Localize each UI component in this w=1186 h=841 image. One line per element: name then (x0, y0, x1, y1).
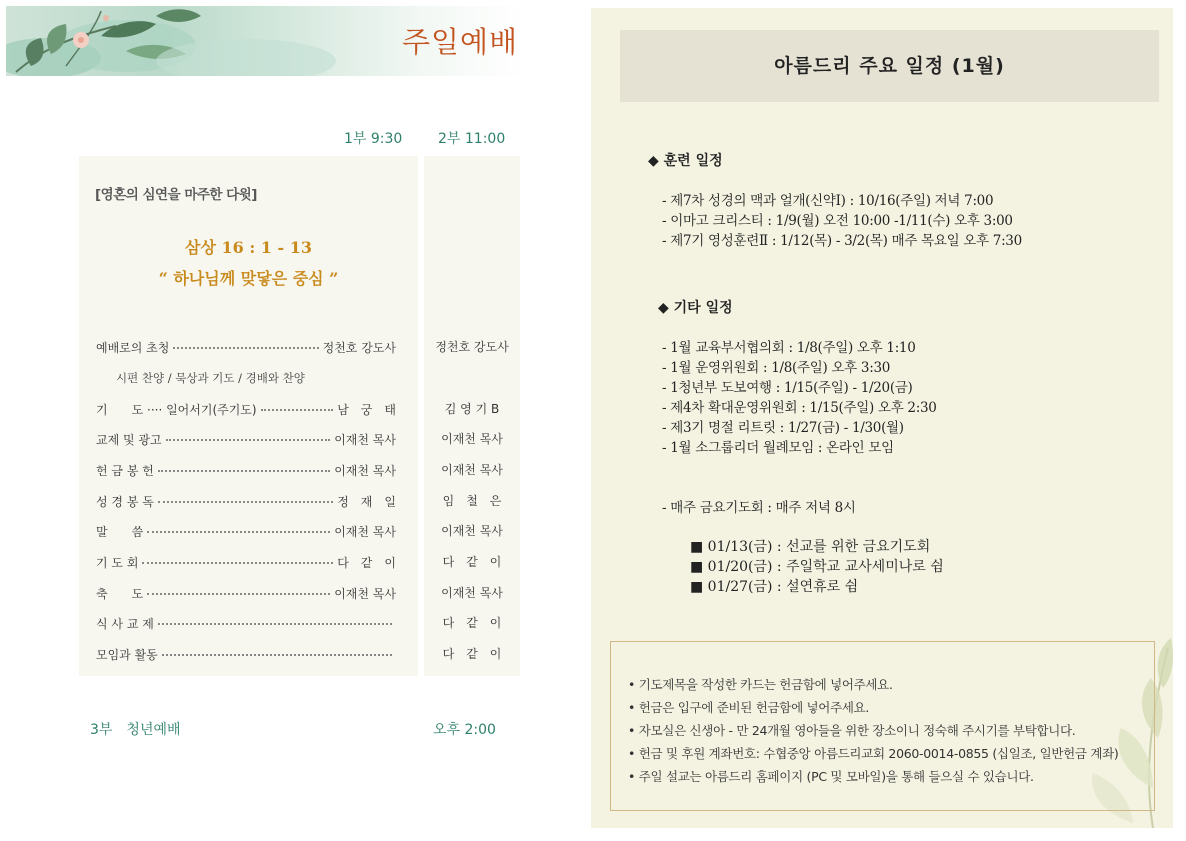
youth-service-time: 오후 2:00 (433, 722, 496, 738)
order-row-second: 김 영 기 B (444, 402, 500, 416)
prayer-item: ■ 01/27(금) : 설연휴로 쉼 (690, 579, 859, 595)
page-title: 주일예배 (402, 25, 519, 59)
notice-item: • 헌금 및 후원 계좌번호: 수협중앙 아름드리교회 2060-0014-0855 (십일조, 일반헌금 계좌) (628, 746, 1119, 761)
training-item: - 제7차 성경의 맥과 얼개(신약Ⅰ) : 10/16(주일) 저녁 7:00 (662, 193, 994, 209)
youth-service-label: 3부 청년예배 (90, 722, 181, 738)
order-row-second: 다 같 이 (442, 555, 502, 569)
other-item: - 1월 교육부서협의회 : 1/8(주일) 오후 1:10 (662, 340, 916, 356)
notice-item: • 주일 설교는 아름드리 홈페이지 (PC 및 모바일)을 통해 들으실 수 있습니다. (628, 769, 1034, 784)
second-service-time: 2부 11:00 (438, 131, 506, 147)
order-row-second: 이재천 목사 (441, 586, 503, 600)
prayer-item: ■ 01/13(금) : 선교를 위한 금요기도회 (690, 539, 931, 555)
prayer-item: ■ 01/20(금) : 주일학교 교사세미나로 쉼 (690, 559, 944, 575)
order-row: 헌 금 봉 헌 이재천 목사 (96, 463, 396, 478)
other-item: - 제3기 명절 리트릿 : 1/27(금) - 1/30(월) (662, 420, 904, 436)
order-row: 말 씀 이재천 목사 (96, 524, 396, 539)
leaf-illustration (6, 6, 336, 76)
order-row-second: 다 같 이 (442, 647, 502, 661)
notice-item: • 기도제목을 작성한 카드는 헌금함에 넣어주세요. (628, 677, 893, 692)
order-row: 축 도 이재천 목사 (96, 586, 396, 601)
order-row: 성 경 봉 독 정 재 일 (96, 494, 396, 509)
sermon-theme: [영혼의 심연을 마주한 다윗] (95, 187, 257, 203)
training-item: - 이마고 크리스티 : 1/9(월) 오전 10:00 -1/11(수) 오후 3:00 (662, 213, 1013, 229)
order-row-second: 이재천 목사 (441, 524, 503, 538)
order-row: 기 도 회 다 같 이 (96, 555, 396, 570)
notice-item: • 자모실은 신생아 - 만 24개월 영아들을 위한 장소이니 정숙해 주시기를 부탁합니다. (628, 723, 1076, 738)
training-item: - 제7기 영성훈련Ⅱ : 1/12(목) - 3/2(목) 매주 목요일 오후 7:30 (662, 233, 1022, 249)
scripture-reference: 삼상 16 : 1 - 13 (185, 238, 312, 257)
order-row: 모임과 활동 (96, 645, 396, 663)
training-schedule-title: ◆ 훈련 일정 (648, 153, 723, 169)
order-row-second: 다 같 이 (442, 616, 502, 630)
order-row: 기 도 ···· 일어서기(주기도) 남 궁 태 (96, 402, 396, 417)
schedule-header: 아름드리 주요 일정 (1월) (620, 30, 1159, 102)
order-row: 식 사 교 제 (96, 614, 396, 632)
order-row-second: 이재천 목사 (441, 463, 503, 477)
first-service-time: 1부 9:30 (344, 131, 403, 147)
order-row: 교제 및 광고 이재천 목사 (96, 432, 396, 447)
other-item: - 1월 운영위원회 : 1/8(주일) 오후 3:30 (662, 360, 891, 376)
other-item: - 제4차 확대운영위원회 : 1/15(주일) 오후 2:30 (662, 400, 937, 416)
friday-prayer: - 매주 금요기도회 : 매주 저녁 8시 (662, 500, 856, 516)
order-row-second: 임 철 은 (442, 494, 502, 508)
other-item: - 1월 소그룹리더 월례모임 : 온라인 모임 (662, 440, 894, 456)
order-row: 예배로의 초청 정천호 강도사 (96, 340, 396, 355)
header-banner (6, 6, 528, 76)
praise-line: 시편 찬양 / 묵상과 기도 / 경배와 찬양 (116, 371, 305, 385)
other-schedule-title: ◆ 기타 일정 (658, 300, 733, 316)
notice-item: • 헌금은 입구에 준비된 헌금함에 넣어주세요. (628, 700, 870, 715)
order-row-second: 정천호 강도사 (435, 340, 509, 354)
other-item: - 1청년부 도보여행 : 1/15(주일) - 1/20(금) (662, 380, 913, 396)
sermon-title: “ 하나님께 맞닿은 중심 ” (158, 269, 339, 288)
order-row-second: 이재천 목사 (441, 432, 503, 446)
